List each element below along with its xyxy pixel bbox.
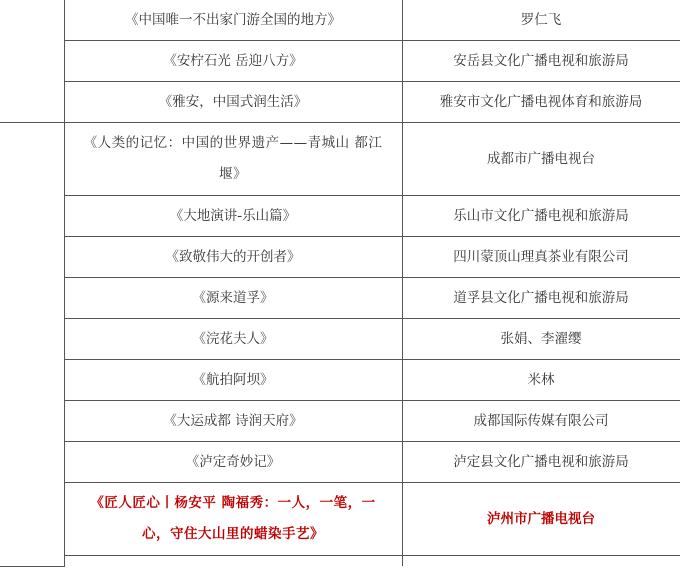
- group-cell-upper: [0, 0, 64, 123]
- table-row: [0, 360, 680, 401]
- work-title: 《致敬伟大的开创者》: [64, 237, 402, 278]
- work-title: 《航拍阿坝》: [64, 360, 402, 401]
- work-unit: 罗仁飞: [402, 0, 680, 41]
- table-row: [0, 196, 680, 237]
- work-unit: 泸定县文化广播电视和旅游局: [402, 442, 680, 483]
- work-unit: 四川蒙顶山理真茶业有限公司: [402, 237, 680, 278]
- work-title: 《安柠石光 岳迎八方》: [64, 41, 402, 82]
- work-unit: 安岳县文化广播电视和旅游局: [402, 41, 680, 82]
- table-row: [0, 442, 680, 483]
- work-title: 《源来道孚》: [64, 278, 402, 319]
- work-title: 《中国唯一不出家门游全国的地方》: [64, 0, 402, 41]
- work-unit: 道孚县文化广播电视和旅游局: [402, 278, 680, 319]
- table-row: [0, 82, 680, 123]
- table-row: [0, 556, 680, 567]
- work-unit: 成都市广播电视台: [402, 123, 680, 196]
- work-unit: 米林: [402, 360, 680, 401]
- table-row: [0, 278, 680, 319]
- table-row: [0, 319, 680, 360]
- work-title: 《泸定奇妙记》: [64, 442, 402, 483]
- table-row: [0, 41, 680, 82]
- work-title: 《浣花夫人》: [64, 319, 402, 360]
- work-unit: 雅安市文化广播电视体育和旅游局: [402, 82, 680, 123]
- work-title: 《大运成都 诗润天府》: [64, 401, 402, 442]
- work-title: 《匠人匠心丨杨安平 陶福秀：一人，一笔，一心，守住大山里的蜡染手艺》: [64, 483, 402, 556]
- group-cell-lower: [0, 123, 64, 567]
- table-row: [0, 237, 680, 278]
- table-row: [0, 401, 680, 442]
- work-unit: 乐山市文化广播电视和旅游局: [402, 196, 680, 237]
- work-title: 《大地演讲-乐山篇》: [64, 196, 402, 237]
- work-title: 《雅安，中国式润生活》: [64, 82, 402, 123]
- work-unit: 成都国际传媒有限公司: [402, 401, 680, 442]
- work-unit: 泸州市广播电视台: [402, 483, 680, 556]
- work-unit: 张娟、李濯缨: [402, 319, 680, 360]
- empty-cell: [64, 556, 402, 567]
- table-row: [0, 123, 680, 196]
- table-row: [0, 0, 680, 41]
- work-title: 《人类的记忆：中国的世界遗产——青城山 都江堰》: [64, 123, 402, 196]
- empty-cell: [402, 556, 680, 567]
- table-row-highlighted: [0, 483, 680, 556]
